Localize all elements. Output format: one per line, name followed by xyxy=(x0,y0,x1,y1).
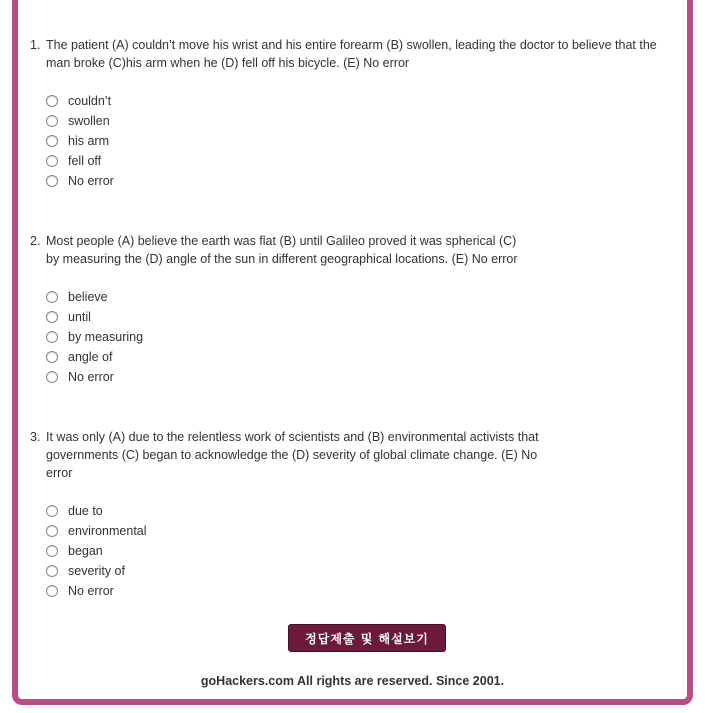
q2-option-d[interactable] xyxy=(46,347,530,367)
q3-option-d[interactable] xyxy=(46,561,560,581)
radio-button[interactable] xyxy=(46,585,58,597)
q3-option-a[interactable] xyxy=(46,501,560,521)
question-3 xyxy=(30,428,560,601)
option-label: due to xyxy=(68,504,103,518)
question-3-number: 3. xyxy=(30,430,41,444)
question-2-options xyxy=(46,287,530,387)
radio-button[interactable] xyxy=(46,311,58,323)
submit-answers-button[interactable]: 정답제출 및 해설보기 xyxy=(288,624,446,652)
q1-option-d[interactable] xyxy=(46,151,660,171)
question-1-text xyxy=(30,36,660,72)
option-label: until xyxy=(68,310,91,324)
radio-button[interactable] xyxy=(46,95,58,107)
question-1-body: The patient (A) couldn’t move his wrist and his entire forearm (B) swollen, leading the doctor to believe that the man broke (C)his arm when he (D) fell off his bicycle. (E) No error xyxy=(46,38,657,70)
q1-option-e[interactable] xyxy=(46,171,660,191)
q1-option-a[interactable] xyxy=(46,91,660,111)
question-2-text xyxy=(30,232,530,268)
question-3-text xyxy=(30,428,560,482)
q3-option-b[interactable] xyxy=(46,521,560,541)
question-2-body: Most people (A) believe the earth was flat (B) until Galileo proved it was spherical (C) by measuring the (D) angle of the sun in different geographical locations. (E) No error xyxy=(46,234,518,266)
option-label: believe xyxy=(68,290,108,304)
radio-button[interactable] xyxy=(46,525,58,537)
q1-option-b[interactable] xyxy=(46,111,660,131)
radio-button[interactable] xyxy=(46,331,58,343)
question-1-number: 1. xyxy=(30,38,41,52)
option-label: No error xyxy=(68,174,114,188)
question-1-options xyxy=(46,91,660,191)
option-label: severity of xyxy=(68,564,125,578)
q1-option-c[interactable] xyxy=(46,131,660,151)
q2-option-b[interactable] xyxy=(46,307,530,327)
q2-option-a[interactable] xyxy=(46,287,530,307)
question-2-number: 2. xyxy=(30,234,41,248)
radio-button[interactable] xyxy=(46,371,58,383)
option-label: No error xyxy=(68,584,114,598)
option-label: began xyxy=(68,544,103,558)
option-label: environmental xyxy=(68,524,147,538)
radio-button[interactable] xyxy=(46,291,58,303)
radio-button[interactable] xyxy=(46,545,58,557)
radio-button[interactable] xyxy=(46,175,58,187)
option-label: by measuring xyxy=(68,330,144,344)
footer-copyright: goHackers.com All rights are reserved. Since 2001. xyxy=(200,674,505,688)
question-2 xyxy=(30,232,530,387)
option-label: angle of xyxy=(68,350,113,364)
option-label: couldn’t xyxy=(68,94,112,108)
radio-button[interactable] xyxy=(46,351,58,363)
radio-button[interactable] xyxy=(46,565,58,577)
radio-button[interactable] xyxy=(46,115,58,127)
question-3-options xyxy=(46,501,560,601)
option-label: fell off xyxy=(68,154,102,168)
question-1 xyxy=(30,36,660,191)
option-label: No error xyxy=(68,370,114,384)
radio-button[interactable] xyxy=(46,155,58,167)
question-3-body: It was only (A) due to the relentless work of scientists and (B) environmental activists that governments (C) began to acknowledge the (D) severity of global climate change. (E) No error xyxy=(46,430,539,480)
q3-option-c[interactable] xyxy=(46,541,560,561)
radio-button[interactable] xyxy=(46,135,58,147)
option-label: swollen xyxy=(68,114,110,128)
option-label: his arm xyxy=(68,134,109,148)
q2-option-e[interactable] xyxy=(46,367,530,387)
q2-option-c[interactable] xyxy=(46,327,530,347)
q3-option-e[interactable] xyxy=(46,581,560,601)
radio-button[interactable] xyxy=(46,505,58,517)
